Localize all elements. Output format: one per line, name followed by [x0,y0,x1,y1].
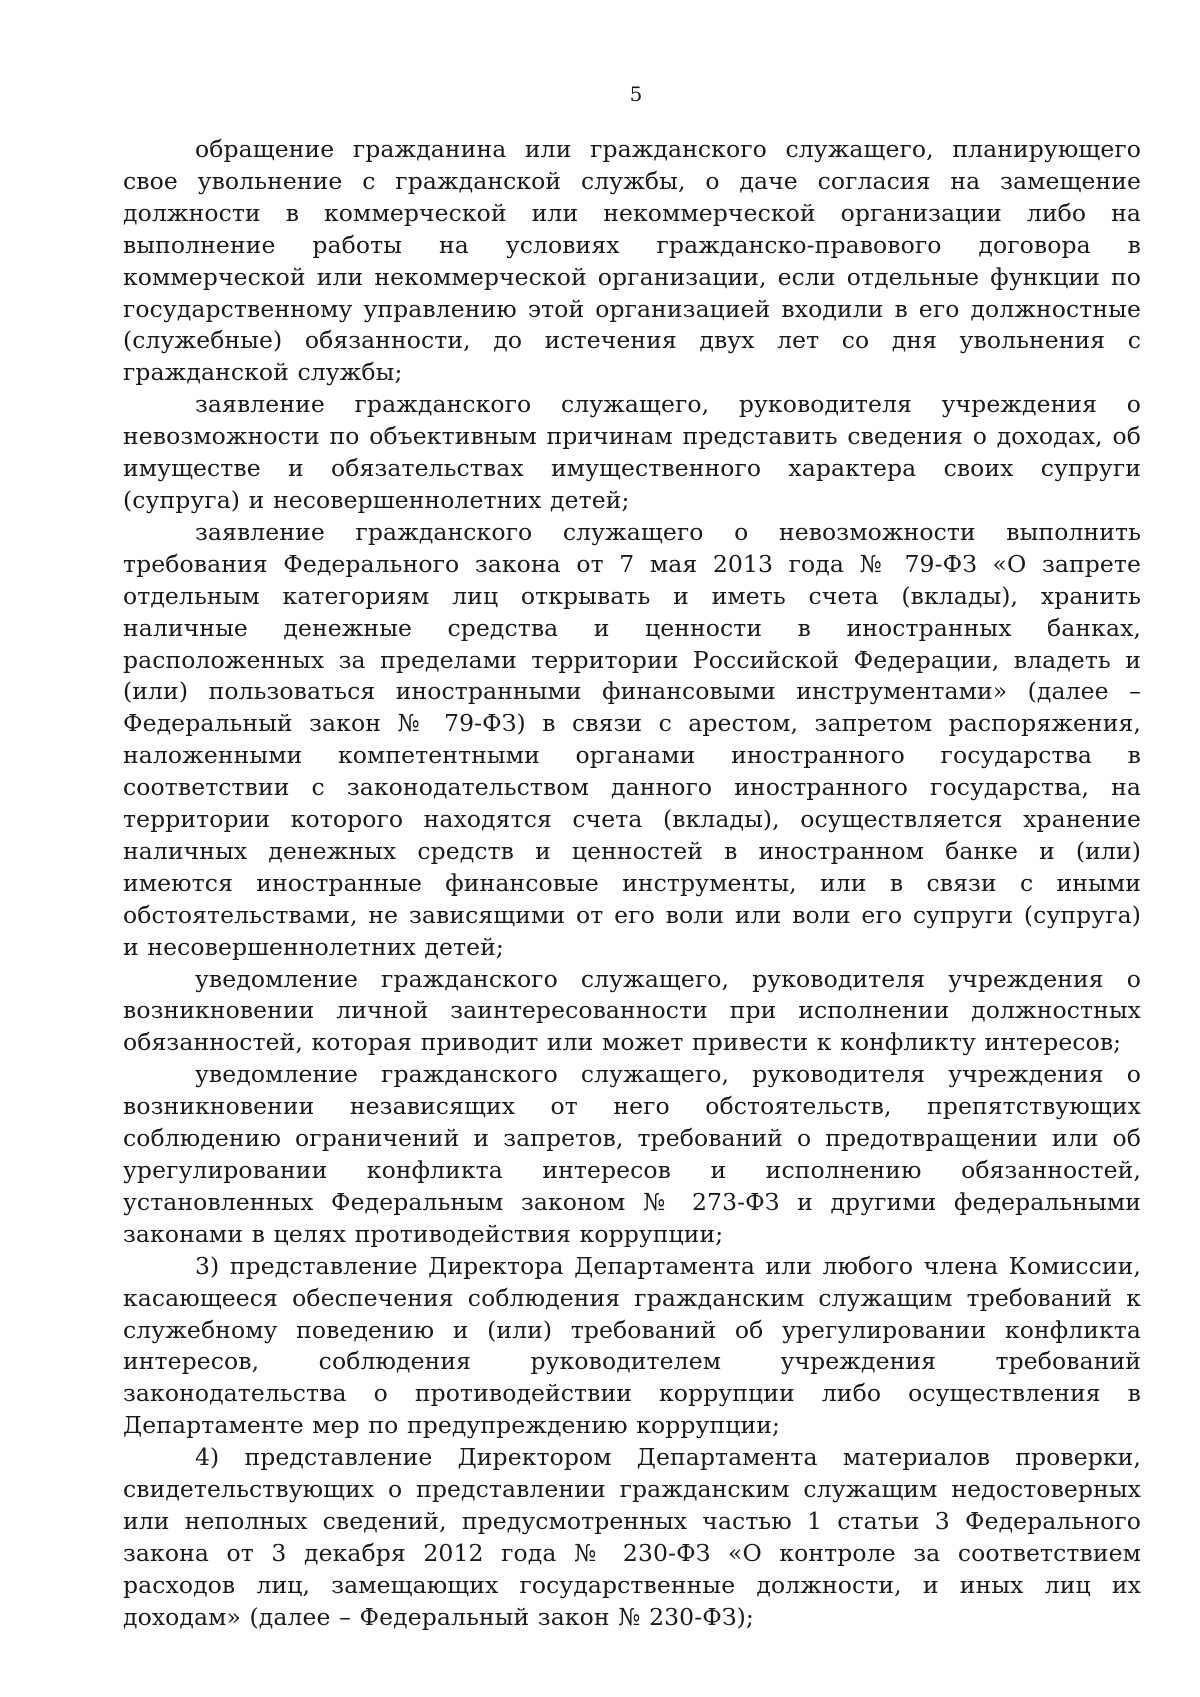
paragraph-statement-income-info: заявление гражданского служащего, руководителя учреждения о невозможности по объективным причинам представить сведения о доходах, об имуществе и обязательствах имущественного характера своих супруги (супруга) и несовершеннолетних детей; [123,390,1141,514]
paragraph-item-3: 3) представление Директора Департамента или любого члена Комиссии, касающееся обеспечения соблюдения гражданским служащим требований к служебному поведению и (или) требований об урегулировании конфликта интересов, соблюдения руководителем учреждения требований законодательства о противодействии коррупции либо осуществления в Департаменте мер по предупреждению коррупции; [123,1251,1141,1440]
paragraph-statement-79fz: заявление гражданского служащего о невозможности выполнить требования Федерального закона от 7 мая 2013 года № 79-ФЗ «О запрете отдельным категориям лиц открывать и иметь счета (вклады), хранить наличные денежные средства и ценности в иностранных банках, расположенных за пределами территории Российской Федерации, владеть и (или) пользоваться иностранными финансовыми инструментами» (далее – Федеральный закон № 79-ФЗ) в связи с арестом, запретом распоряжения, наложенными компетентными органами иностранного государства в соответствии с законодательством данного иностранного государства, на территории которого находятся счета (вклады), осуществляется хранение наличных денежных средств и ценностей в иностранном банке и (или) имеются иностранные финансовые инструменты, или в связи с иными обстоятельствами, не зависящими от его воли или воли его супруги (супруга) и несовершеннолетних детей; [123,517,1141,961]
paragraph-item-4: 4) представление Директором Департамента материалов проверки, свидетельствующих о представлении гражданским служащим недостоверных или неполных сведений, предусмотренных частью 1 статьи 3 Федерального закона от 3 декабря 2012 года № 230-ФЗ «О контроле за соответствием расходов лиц, замещающих государственные должности, и иных лиц их доходам» (далее – Федеральный закон № 230-ФЗ); [123,1443,1141,1631]
document-body [123,134,1141,1634]
paragraph-appeal-citizen: обращение гражданина или гражданского служащего, планирующего свое увольнение с гражданской службы, о даче согласия на замещение должности в коммерческой или некоммерческой организации либо на выполнение работы на условиях гражданско-правового договора в коммерческой или некоммерческой организации, если отдельные функции по государственному управлению этой организацией входили в его должностные (служебные) обязанности, до истечения двух лет со дня увольнения с гражданской службы; [123,135,1141,387]
page-number: 5 [629,82,643,106]
paragraph-notice-circumstances: уведомление гражданского служащего, руководителя учреждения о возникновении независящих от него обстоятельств, препятствующих соблюдению ограничений и запретов, требований о предотвращении или об урегулировании конфликта интересов и исполнению обязанностей, установленных Федеральным законом № 273-ФЗ и другими федеральными законами в целях противодействия коррупции; [123,1060,1141,1248]
paragraph-notice-personal-interest: уведомление гражданского служащего, руководителя учреждения о возникновении личной заинтересованности при исполнении должностных обязанностей, которая приводит или может привести к конфликту интересов; [123,964,1141,1057]
